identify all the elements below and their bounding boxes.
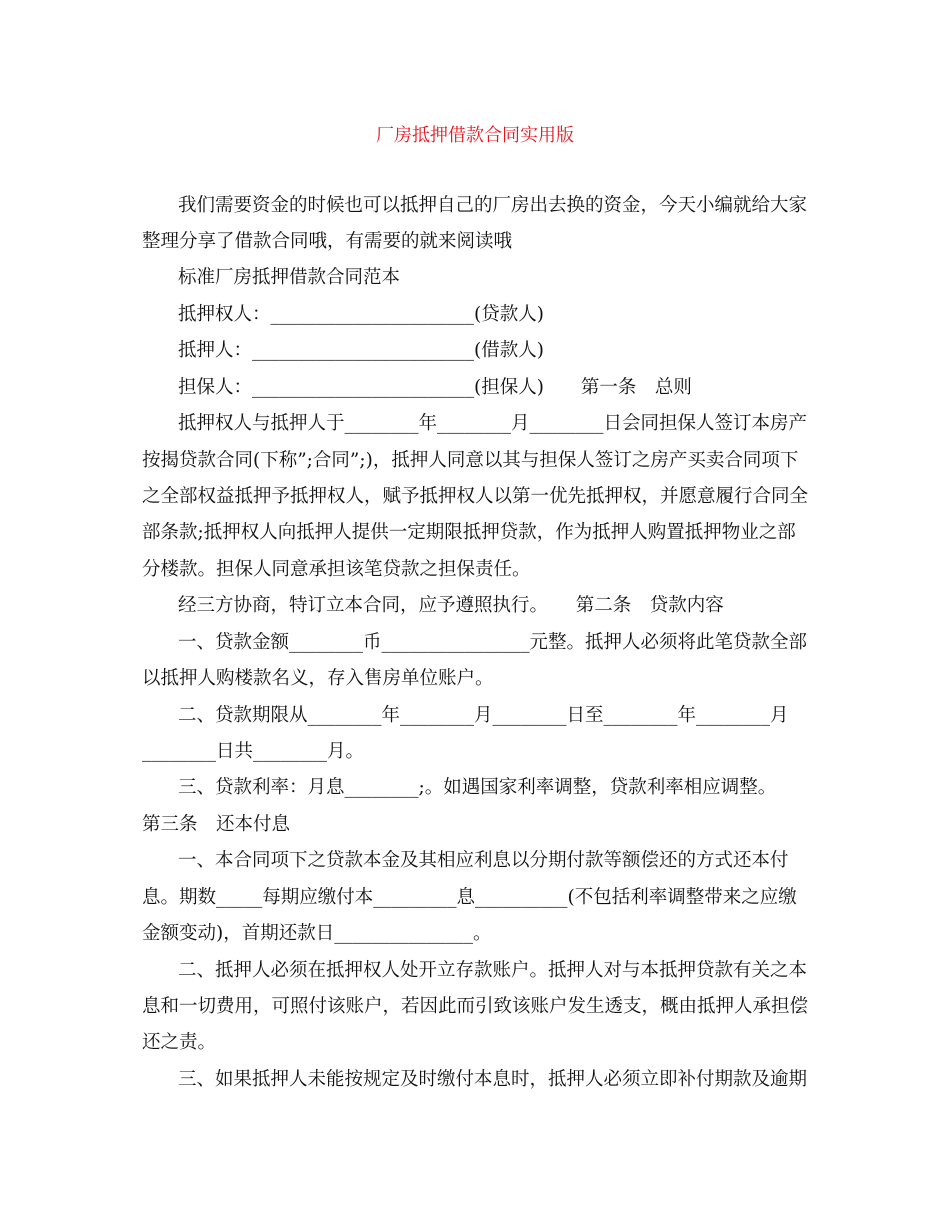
paragraph-line: 一、本合同项下之贷款本金及其相应利息以分期付款等额偿还的方式还本付 (178, 850, 789, 871)
form-field-line: 担保人：________________________(担保人) 第一条 总则 (178, 377, 692, 398)
paragraph-line: 按揭贷款合同(下称”;合同”;)，抵押人同意以其与担保人签订之房产买卖合同项下 (142, 450, 799, 471)
paragraph-line: 标准厂房抵押借款合同范本 (178, 267, 401, 288)
form-field-line: 抵押权人：______________________(贷款人) (178, 304, 544, 325)
paragraph-line: 部条款;抵押权人向抵押人提供一定期限抵押贷款，作为抵押人购置抵押物业之部 (142, 522, 796, 543)
paragraph-line: 二、抵押人必须在抵押权人处开立存款账户。抵押人对与本抵押贷款有关之本 (178, 960, 808, 981)
paragraph-line: 二、贷款期限从________年________月________日至________年________月 (178, 705, 789, 726)
paragraph-line: 抵押权人与抵押人于________年________月________日会同担保人签订本房产 (178, 413, 808, 434)
paragraph-line: 经三方协商，特订立本合同，应予遵照执行。 第二条 贷款内容 (178, 595, 724, 616)
paragraph-line: 以抵押人购楼款名义，存入售房单位账户。 (142, 668, 494, 689)
paragraph-line: ________日共________月。 (142, 741, 365, 762)
form-field-line: 抵押人：________________________(借款人) (178, 340, 544, 361)
paragraph-line: 之全部权益抵押予抵押权人，赋予抵押权人以第一优先抵押权，并愿意履行合同全 (142, 486, 809, 507)
paragraph-line: 分楼款。担保人同意承担该笔贷款之担保责任。 (142, 559, 531, 580)
paragraph-line: 金额变动)，首期还款日_______________。 (142, 923, 492, 944)
paragraph-line: 还之责。 (142, 1032, 217, 1053)
paragraph-line: 三、如果抵押人未能按规定及时缴付本息时，抵押人必须立即补付期款及逾期 (178, 1069, 808, 1090)
paragraph-line: 一、贷款金额________币________________元整。抵押人必须将此笔贷款全部 (178, 632, 808, 653)
document-title: 厂房抵押借款合同实用版 (376, 125, 574, 146)
paragraph-line: 三、贷款利率：月息________;。如遇国家利率调整，贷款利率相应调整。 (178, 777, 777, 798)
section-heading: 第三条 还本付息 (142, 814, 291, 835)
paragraph-line: 我们需要资金的时候也可以抵押自己的厂房出去换的资金，今天小编就给大家 (178, 195, 808, 216)
paragraph-line: 整理分享了借款合同哦，有需要的就来阅读哦 (142, 231, 513, 252)
paragraph-line: 息和一切费用，可照付该账户，若因此而引致该账户发生透支，概由抵押人承担偿 (142, 996, 809, 1017)
paragraph-line: 息。期数_____每期应缴付本_________息__________(不包括利率调整带来之应缴 (142, 887, 797, 908)
